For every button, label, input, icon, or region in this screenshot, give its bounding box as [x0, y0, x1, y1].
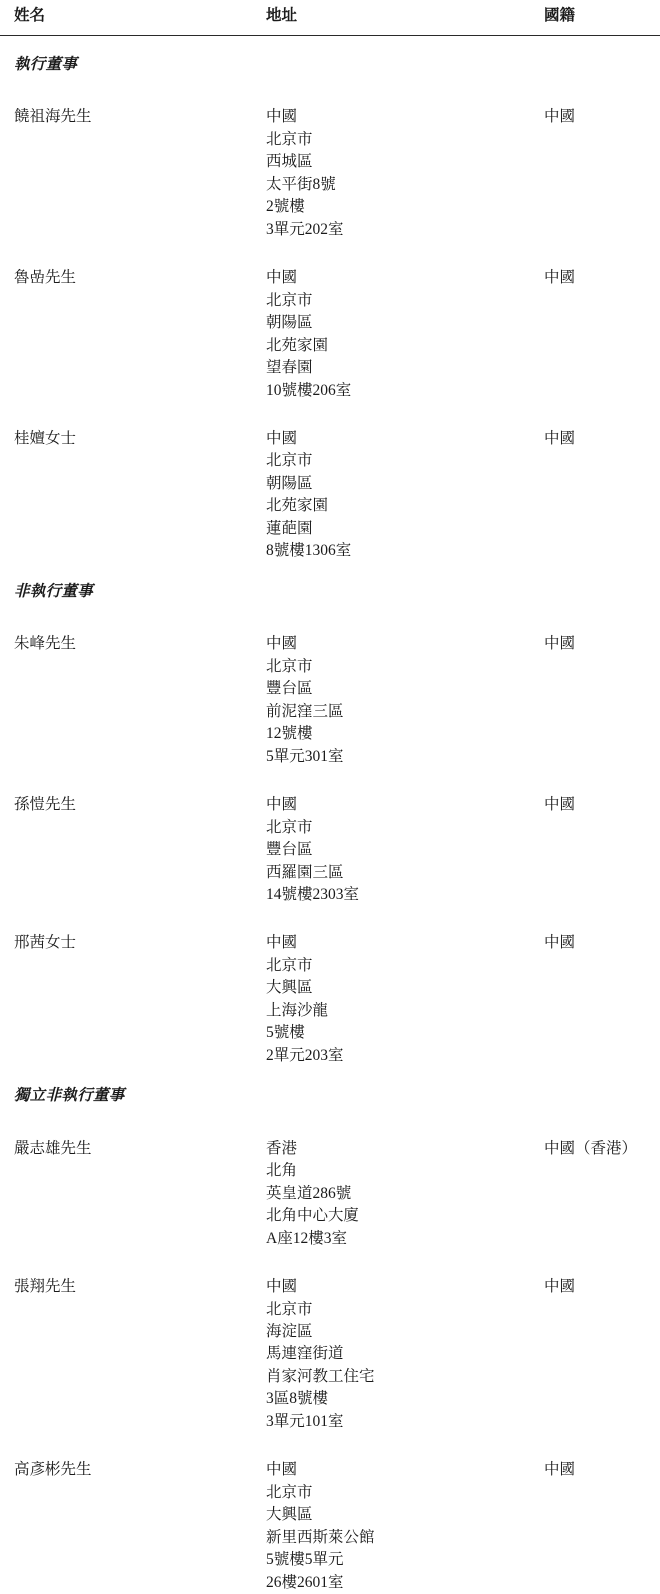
cell-director-name: 饒祖海先生 [14, 108, 92, 126]
address-line: 北京市 [266, 1483, 313, 1501]
address-line: 3單元101室 [266, 1412, 344, 1430]
nationality-text: 中國 [544, 1278, 576, 1296]
cell-director-name: 孫愷先生 [14, 796, 77, 814]
address-line: 中國 [266, 430, 298, 448]
address-line: 大興區 [266, 979, 313, 997]
table-row [0, 241, 660, 402]
address-line: 英皇道286號 [266, 1184, 352, 1202]
address-line: 朝陽區 [266, 474, 313, 492]
address-line: 中國 [266, 1278, 298, 1296]
cell-director-nationality [538, 768, 660, 906]
table-row [0, 1250, 660, 1433]
cell-director-nationality [538, 80, 660, 241]
address-line: 14號樓2303室 [266, 885, 360, 903]
address-line: 2單元203室 [266, 1046, 344, 1064]
cell-director-address [258, 241, 538, 402]
nationality-text: 中國 [544, 430, 576, 448]
table-row [0, 402, 660, 563]
address-line: 大興區 [266, 1506, 313, 1524]
address-line: 中國 [266, 108, 298, 126]
nationality-text: 中國 [544, 108, 576, 126]
table-header [0, 0, 660, 35]
nationality-text: 中國 [544, 269, 576, 287]
address-line: 香港 [266, 1139, 298, 1157]
address-line: 豐台區 [266, 841, 313, 859]
address-line: 北角中心大廈 [266, 1207, 360, 1225]
address-line: 北苑家園 [266, 497, 329, 515]
section-heading-row [0, 1067, 660, 1111]
nationality-text: 中國 [544, 796, 576, 814]
cell-director-nationality [538, 402, 660, 563]
cell-director-nationality [538, 906, 660, 1067]
address-line: 5單元301室 [266, 747, 344, 765]
address-line: 上海沙龍 [266, 1001, 329, 1019]
address-line: 朝陽區 [266, 314, 313, 332]
address-line: 3區8號樓 [266, 1390, 329, 1408]
address-line: 北京市 [266, 1300, 313, 1318]
address-line: 前泥窪三區 [266, 702, 344, 720]
table-row [0, 607, 660, 768]
address-line: A座12樓3室 [266, 1229, 347, 1247]
address-line: 2號樓 [266, 198, 305, 216]
address-line: 北京市 [266, 452, 313, 470]
cell-director-name: 高彥彬先生 [14, 1461, 92, 1479]
section-title: 非執行董事 [14, 582, 94, 600]
address-line: 西羅園三區 [266, 863, 344, 881]
address-line: 10號樓206室 [266, 381, 352, 399]
address-line: 西城區 [266, 153, 313, 171]
cell-director-nationality [538, 241, 660, 402]
table-row [0, 1112, 660, 1250]
cell-director-name: 邢茜女士 [14, 934, 77, 952]
address-line: 12號樓 [266, 725, 313, 743]
address-line: 馬連窪街道 [266, 1345, 344, 1363]
cell-director-nationality [538, 1250, 660, 1433]
cell-director-nationality [538, 1433, 660, 1594]
address-line: 肖家河教工住宅 [266, 1367, 375, 1385]
cell-director-address [258, 1112, 538, 1250]
section-heading-cell [0, 1067, 660, 1111]
cell-director-name: 魯嵒先生 [14, 269, 77, 287]
address-line: 北京市 [266, 657, 313, 675]
address-line: 蓮葩園 [266, 519, 313, 537]
address-line: 中國 [266, 635, 298, 653]
nationality-text: 中國 [544, 635, 576, 653]
address-line: 海淀區 [266, 1323, 313, 1341]
nationality-text: 中國（香港） [544, 1139, 638, 1157]
address-line: 北京市 [266, 130, 313, 148]
address-line: 26樓2601室 [266, 1573, 344, 1591]
address-line: 中國 [266, 1461, 298, 1479]
address-line: 望春園 [266, 359, 313, 377]
table-row [0, 906, 660, 1067]
nationality-text: 中國 [544, 1461, 576, 1479]
cell-director-address [258, 402, 538, 563]
cell-director-nationality [538, 607, 660, 768]
table-header-row [0, 0, 660, 35]
address-line: 豐台區 [266, 680, 313, 698]
address-line: 北京市 [266, 818, 313, 836]
address-line: 5號樓5單元 [266, 1551, 344, 1569]
section-heading-cell [0, 35, 660, 80]
table-row [0, 80, 660, 241]
address-line: 中國 [266, 796, 298, 814]
section-heading-cell [0, 563, 660, 607]
address-line: 太平街8號 [266, 175, 336, 193]
section-title: 獨立非執行董事 [14, 1087, 125, 1105]
cell-director-address [258, 607, 538, 768]
nationality-text: 中國 [544, 934, 576, 952]
cell-director-nationality [538, 1112, 660, 1250]
address-line: 北京市 [266, 956, 313, 974]
cell-director-address [258, 80, 538, 241]
column-header-nationality: 國籍 [538, 0, 660, 35]
cell-director-name: 朱峰先生 [14, 635, 77, 653]
cell-director-address [258, 768, 538, 906]
address-line: 北角 [266, 1162, 298, 1180]
column-header-address: 地址 [258, 0, 538, 35]
address-line: 北京市 [266, 291, 313, 309]
cell-director-name: 嚴志雄先生 [14, 1139, 92, 1157]
table-body [0, 35, 660, 1594]
table-row [0, 1433, 660, 1594]
section-heading-row [0, 563, 660, 607]
cell-director-address [258, 906, 538, 1067]
cell-director-name: 張翔先生 [14, 1278, 77, 1296]
table-row [0, 768, 660, 906]
section-title: 執行董事 [14, 55, 78, 73]
address-line: 8號樓1306室 [266, 542, 352, 560]
column-header-name: 姓名 [0, 0, 258, 35]
address-line: 新里西斯萊公館 [266, 1528, 375, 1546]
address-line: 中國 [266, 269, 298, 287]
section-heading-row [0, 35, 660, 80]
address-line: 中國 [266, 934, 298, 952]
cell-director-name: 桂嬗女士 [14, 430, 77, 448]
address-line: 3單元202室 [266, 220, 344, 238]
cell-director-address [258, 1250, 538, 1433]
address-line: 5號樓 [266, 1024, 305, 1042]
address-line: 北苑家園 [266, 336, 329, 354]
cell-director-address [258, 1433, 538, 1594]
